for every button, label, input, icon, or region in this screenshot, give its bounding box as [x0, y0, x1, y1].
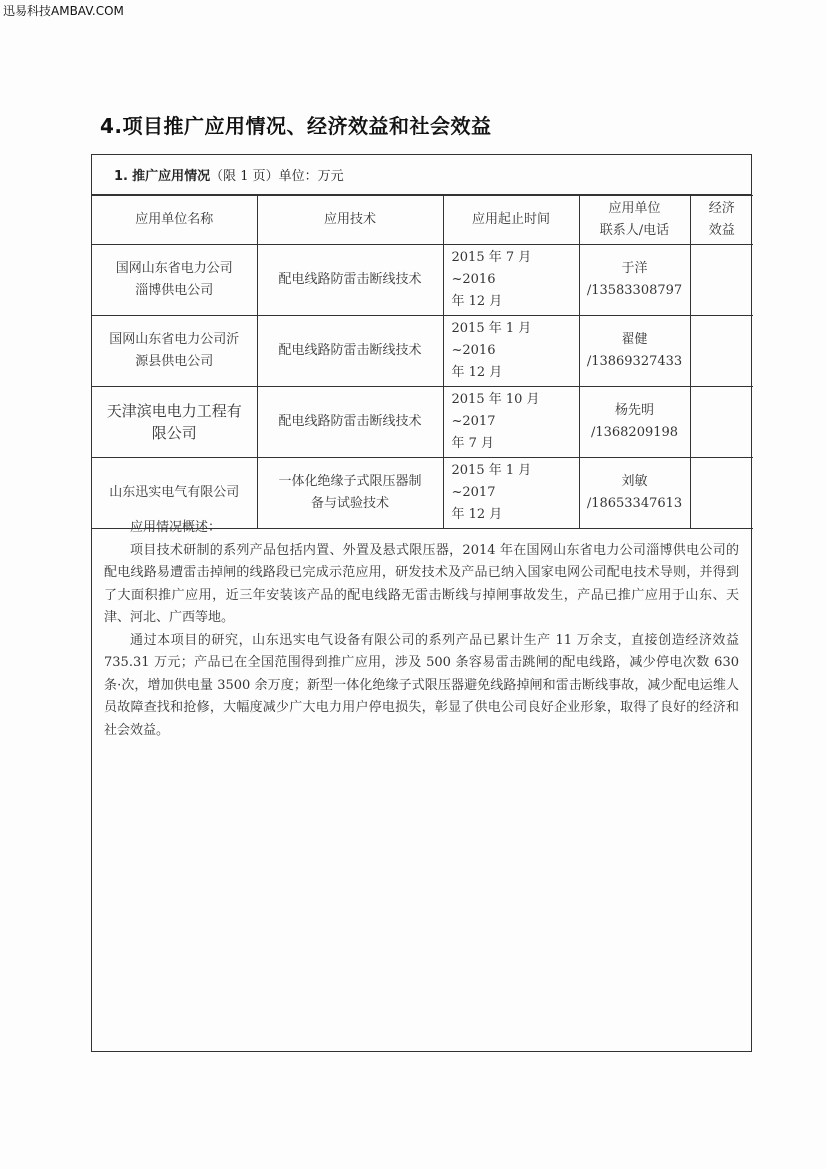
cell-tech — [257, 245, 443, 316]
header-benefit-line1: 经济 — [708, 201, 735, 216]
cell-contact-name: 于洋 — [621, 261, 648, 276]
cell-unit-line1: 山东迅实电气有限公司 — [109, 485, 240, 500]
cell-contact-name: 翟健 — [621, 332, 648, 347]
cell-time-line1: 2015 年 1 月~2017 — [451, 463, 532, 500]
header-contact-line2: 联系人/电话 — [599, 223, 670, 238]
cell-tech — [257, 387, 443, 458]
summary-heading: 应用情况概述： — [130, 520, 222, 535]
section-title: 4.项目推广应用情况、经济效益和社会效益 — [100, 114, 492, 138]
header-contact-line1: 应用单位 — [608, 201, 661, 216]
cell-unit-line1: 国网山东省电力公司 — [115, 261, 233, 276]
application-summary — [104, 517, 739, 742]
watermark-text: 迅易科技AMBAV.COM — [3, 4, 124, 18]
header-unit: 应用单位名称 — [92, 196, 257, 245]
cell-tech-line1: 配电线路防雷击断线技术 — [278, 414, 422, 429]
cell-unit — [92, 387, 257, 458]
cell-contact-phone: /18653347613 — [586, 496, 683, 511]
cell-unit-line1: 国网山东省电力公司沂 — [109, 332, 240, 347]
cell-tech — [257, 316, 443, 387]
cell-tech-line1: 配电线路防雷击断线技术 — [278, 272, 422, 287]
cell-unit-line2: 淄博供电公司 — [135, 283, 214, 298]
cell-unit — [92, 245, 257, 316]
summary-paragraph-2: 通过本项目的研究，山东迅实电气设备有限公司的系列产品已累计生产 11 万余支，直接创造经济效益 735.31 万元；产品已在全国范围得到推广应用，涉及 500 条容易雷击跳闸的配电线路，减少停电次数 630 条·次，增加供电量 3500 余万度；新型一体化绝缘子式限压器避免线路掉闸和雷击断线事故，减少配电运维人员故障查找和抢修，大幅度减少广大电力用户停电损失，彰显了供电公司良好企业形象，取得了良好的经济和社会效益。 — [104, 632, 739, 738]
application-table — [92, 195, 753, 529]
cell-time-line2: 年 12 月 — [451, 365, 503, 380]
cell-time-line2: 年 12 月 — [451, 507, 503, 522]
header-tech: 应用技术 — [257, 196, 443, 245]
cell-contact-phone: /13869327433 — [586, 354, 683, 369]
cell-contact — [579, 387, 690, 458]
cell-time — [443, 316, 579, 387]
cell-unit — [92, 316, 257, 387]
subsection-header — [92, 155, 751, 195]
cell-time-line2: 年 7 月 — [451, 436, 495, 451]
table-row — [92, 316, 753, 387]
header-benefit-line2: 效益 — [708, 223, 735, 238]
cell-contact-phone: /13583308797 — [586, 283, 683, 298]
subsection-title: 推广应用情况 — [132, 169, 211, 184]
cell-unit-line2: 源县供电公司 — [135, 354, 214, 369]
subsection-number: 1. — [114, 169, 128, 184]
cell-contact-phone: /1368209198 — [590, 425, 679, 440]
cell-contact — [579, 245, 690, 316]
cell-benefit — [690, 316, 753, 387]
header-time: 应用起止时间 — [443, 196, 579, 245]
cell-contact — [579, 316, 690, 387]
cell-time-line1: 2015 年 7 月~2016 — [451, 250, 532, 287]
table-row — [92, 387, 753, 458]
cell-tech-line1: 一体化绝缘子式限压器制 — [278, 474, 422, 489]
cell-time-line2: 年 12 月 — [451, 294, 503, 309]
cell-time — [443, 387, 579, 458]
cell-contact-name: 刘敏 — [621, 474, 648, 489]
cell-unit-line2: 限公司 — [151, 424, 197, 442]
cell-time-line1: 2015 年 1 月~2016 — [451, 321, 532, 358]
cell-contact-name: 杨先明 — [614, 403, 654, 418]
subsection-note: （限 1 页）单位：万元 — [210, 169, 344, 184]
header-contact — [579, 196, 690, 245]
cell-tech-line2: 备与试验技术 — [310, 496, 389, 511]
summary-paragraph-1: 项目技术研制的系列产品包括内置、外置及悬式限压器，2014 年在国网山东省电力公司淄博供电公司的配电线路易遭雷击掉闸的线路段已完成示范应用，研发技术及产品已纳入国家电网公司配电技术导则，并得到了大面积推广应用，近三年安装该产品的配电线路无雷击断线与掉闸事故发生，产品已推广应用于山东、天津、河北、广西等地。 — [104, 542, 739, 625]
cell-tech-line1: 配电线路防雷击断线技术 — [278, 343, 422, 358]
cell-time-line1: 2015 年 10 月~2017 — [451, 392, 540, 429]
cell-benefit — [690, 245, 753, 316]
header-benefit — [690, 196, 753, 245]
content-frame — [91, 154, 752, 1052]
cell-benefit — [690, 387, 753, 458]
cell-time — [443, 245, 579, 316]
cell-unit-line1: 天津滨电电力工程有 — [106, 402, 242, 420]
table-header-row — [92, 196, 753, 245]
table-row — [92, 245, 753, 316]
